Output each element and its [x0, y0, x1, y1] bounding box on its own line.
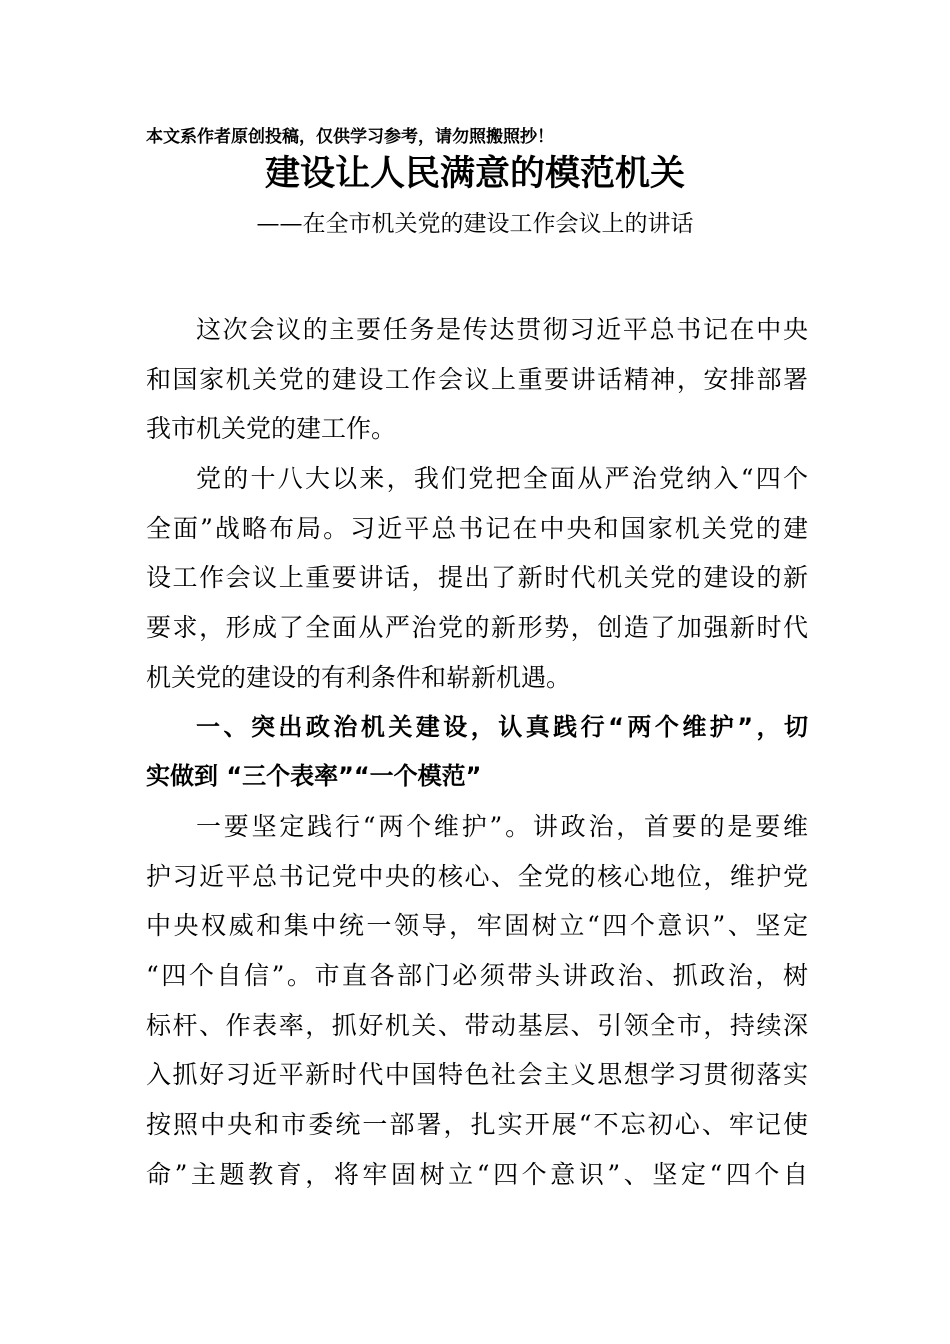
paragraph-line: “四个自信”。市直各部门必须带头讲政治、抓政治，树 [146, 960, 808, 990]
paragraph-line: 全面”战略布局。习近平总书记在中央和国家机关党的建 [146, 513, 808, 543]
paragraph-line: 护习近平总书记党中央的核心、全党的核心地位，维护党 [146, 861, 808, 891]
document-title: 建设让人民满意的模范机关 [264, 153, 685, 194]
paragraph-line: 机关党的建设的有利条件和崭新机遇。 [146, 662, 572, 692]
paragraph-line: 和国家机关党的建设工作会议上重要讲话精神，安排部署 [146, 364, 808, 394]
paragraph-line: 设工作会议上重要讲话，提出了新时代机关党的建设的新 [146, 563, 808, 593]
paragraph-line: 一要坚定践行“两个维护”。讲政治，首要的是要维 [196, 811, 808, 841]
document-body [146, 305, 808, 1199]
paragraph-line: 命”主题教育，将牢固树立“四个意识”、坚定“四个自 [146, 1159, 808, 1189]
section-heading-line: 一、突出政治机关建设，认真践行“两个维护”，切 [196, 712, 808, 741]
paragraph-line: 标杆、作表率，抓好机关、带动基层、引领全市，持续深 [146, 1010, 808, 1040]
section-heading-line: 实做到 “三个表率”“一个模范” [146, 762, 482, 791]
paragraph-line: 这次会议的主要任务是传达贯彻习近平总书记在中央 [196, 315, 808, 344]
document-subtitle: ——在全市机关党的建设工作会议上的讲话 [256, 211, 694, 237]
paragraph-line: 按照中央和市委统一部署，扎实开展“不忘初心、牢记使 [146, 1110, 808, 1139]
paragraph-line: 我市机关党的建工作。 [146, 414, 397, 444]
paragraph-line: 党的十八大以来，我们党把全面从严治党纳入“四个 [196, 464, 808, 494]
copyright-notice: 本文系作者原创投稿，仅供学习参考，请勿照搬照抄！ [146, 127, 554, 147]
paragraph-line: 要求，形成了全面从严治党的新形势，创造了加强新时代 [146, 613, 808, 643]
paragraph-line: 中央权威和集中统一领导，牢固树立“四个意识”、坚定 [146, 911, 808, 941]
paragraph-line: 入抓好习近平新时代中国特色社会主义思想学习贯彻落实 [146, 1060, 808, 1090]
